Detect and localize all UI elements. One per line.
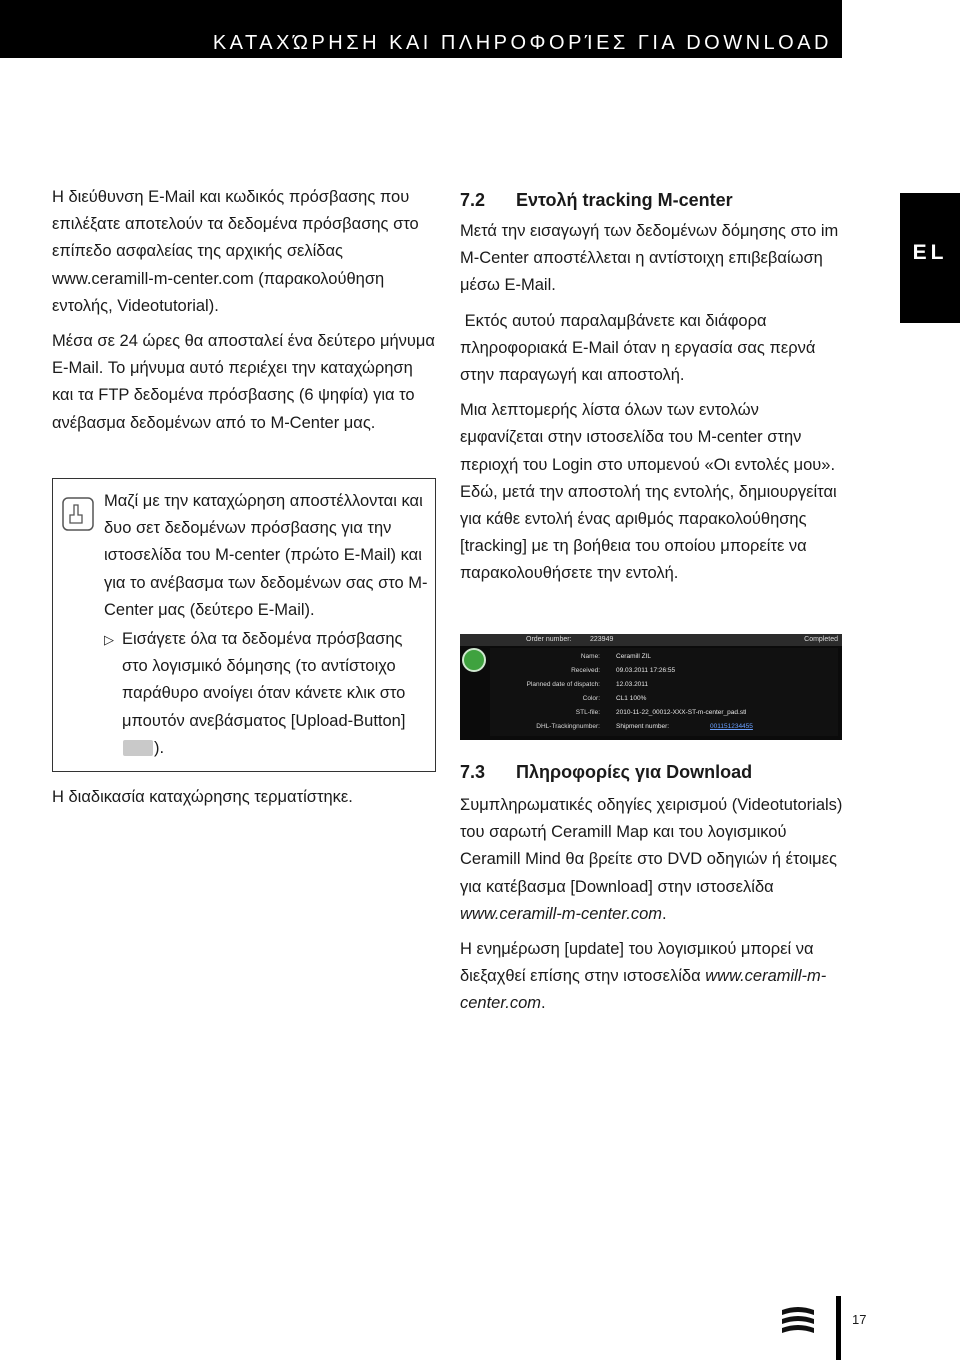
detail-label: Received:	[571, 667, 600, 674]
order-tracking-screenshot	[460, 634, 842, 740]
s73-paragraph-1	[460, 792, 845, 928]
detail-row	[490, 708, 838, 718]
brand-logo-icon	[780, 1304, 816, 1340]
detail-value: Ceramill ZIL	[616, 653, 652, 660]
section-7-2-heading	[460, 186, 845, 214]
detail-row	[490, 694, 838, 704]
detail-label: Name:	[580, 653, 600, 660]
detail-label: DHL-Trackingnumber:	[536, 723, 600, 730]
s72-paragraph-3: Μια λεπτομερής λίστα όλων των εντολών εμφανίζεται στην ιστοσελίδα του M-center στην περιοχή του Login στο υπομενού «Οι εντολές μου». Εδώ, μετά την αποστολή της εντολής, δημιουργείται για κάθε εντολή ένας αριθμός παρακολούθησης [tracking] με τη βοήθεια του οποίου μπορείτε να παρακολουθήσετε την εντολή.	[460, 401, 837, 583]
detail-row	[490, 666, 838, 676]
page-number: 17	[852, 1312, 867, 1327]
s73-paragraph-2	[460, 936, 845, 1018]
website-link[interactable]: www.ceramill-m-center.com	[460, 904, 662, 923]
s73-p2-end: .	[541, 994, 546, 1013]
s72-paragraph-2: Εκτός αυτού παραλαμβάνετε και διάφορα πληροφοριακά E-Mail όταν η εργασία σας περνά στην παραγωγή και αποστολή.	[460, 311, 820, 385]
page-title: ΚΑΤΑΧΏΡΗΣΗ ΚΑΙ ΠΛΗΡΟΦΟΡΊΕΣ ΓΙΑ DOWNLOAD	[212, 32, 832, 54]
order-number-value: 223949	[590, 636, 614, 643]
section-7-3-heading	[460, 758, 845, 786]
step-arrow-icon: ▷	[104, 632, 114, 648]
section-7-3-title: Πληροφορίες για Download	[516, 762, 753, 782]
note-step-text: Εισάγετε όλα τα δεδομένα πρόσβασης στο λογισμικό δόμησης (το αντίστοιχο παράθυρο ανοίγει όταν κάνετε κλικ στο μπουτόν ανεβάσματος [Upload-Button]	[122, 630, 406, 730]
note-step-end: ).	[154, 738, 165, 757]
detail-value: 12.03.2011	[616, 681, 649, 688]
info-note-box	[52, 478, 436, 772]
order-details-panel	[490, 648, 838, 736]
detail-value: 2010-11-22_00012-XXX-ST-m-center_pad.stl	[616, 709, 747, 716]
detail-label: Planned date of dispatch:	[526, 681, 600, 688]
intro-paragraph: Η διεύθυνση E-Mail και κωδικός πρόσβασης που επιλέξατε αποτελούν τα δεδομένα πρόσβασης στο επίπεδο ασφαλείας της αρχικής σελίδας www.ceramill-m-center.com (παρακολούθηση εντολής, Videotutorial).	[52, 188, 419, 315]
detail-label: Color:	[582, 695, 600, 702]
screenshot-header	[460, 634, 842, 646]
registration-complete-text: Η διαδικασία καταχώρησης τερματίστηκε.	[52, 788, 353, 806]
section-7-3-number: 7.3	[460, 762, 486, 782]
s73-p2-text: Η ενημέρωση [update] του λογισμικού μπορεί να διεξαχθεί επίσης στην ιστοσελίδα	[460, 940, 814, 986]
s73-p1-end: .	[662, 904, 667, 923]
language-tab: EL	[900, 193, 960, 323]
left-column	[52, 184, 437, 437]
detail-row	[490, 722, 838, 732]
right-column	[460, 186, 845, 588]
detail-row	[490, 680, 838, 690]
s73-p1-text: Συμπληρωματικές οδηγίες χειρισμού (Videotutorials) του σαρωτή Ceramill Map και του λογισμικού Ceramill Mind θα βρείτε στο DVD οδηγιών ή έτοιμες για κατέβασμα [Download] στην ιστοσελίδα	[460, 796, 843, 896]
upload-button-icon	[123, 740, 153, 756]
m-center-logo-icon	[462, 648, 486, 672]
order-status: Completed	[804, 636, 838, 643]
s72-paragraph-1: Μετά την εισαγωγή των δεδομένων δόμησης στο im M-Center αποστέλλεται η αντίστοιχη επιβεβαίωση μέσω E-Mail.	[460, 222, 839, 295]
header-bar	[0, 0, 842, 58]
order-number-label: Order number:	[526, 636, 572, 643]
section-7-2-number: 7.2	[460, 190, 486, 210]
tracking-number-link[interactable]: 001151234455	[710, 723, 753, 730]
note-step	[104, 626, 429, 762]
note-paragraph: Μαζί με την καταχώρηση αποστέλλονται και δυο σετ δεδομένων πρόσβασης για την ιστοσελίδα του M-center (πρώτο E-Mail) και για το ανέβασμα των δεδομένων σας στο M-Center μας (δεύτερο E-Mail).	[104, 492, 428, 619]
detail-value: CL1 100%	[616, 695, 647, 702]
section-7-2-title: Εντολή tracking M-center	[516, 190, 733, 210]
detail-row	[490, 652, 838, 662]
website-link[interactable]: www.ceramill-m-center.com	[460, 967, 827, 1013]
footer-divider	[836, 1296, 841, 1360]
info-hand-icon	[62, 497, 94, 531]
section-7-3	[460, 758, 845, 1018]
detail-value: Shipment number:	[616, 723, 670, 730]
detail-value: 09.03.2011 17:26:55	[616, 667, 676, 674]
note-text	[104, 488, 429, 762]
second-email-paragraph: Μέσα σε 24 ώρες θα αποσταλεί ένα δεύτερο μήνυμα E-Mail. Το μήνυμα αυτό περιέχει την καταχώρηση και τα FTP δεδομένα πρόσβασης (6 ψηφία) για το ανέβασμα δεδομένων από το M-Center μας.	[52, 332, 435, 432]
detail-label: STL-file:	[575, 709, 600, 716]
